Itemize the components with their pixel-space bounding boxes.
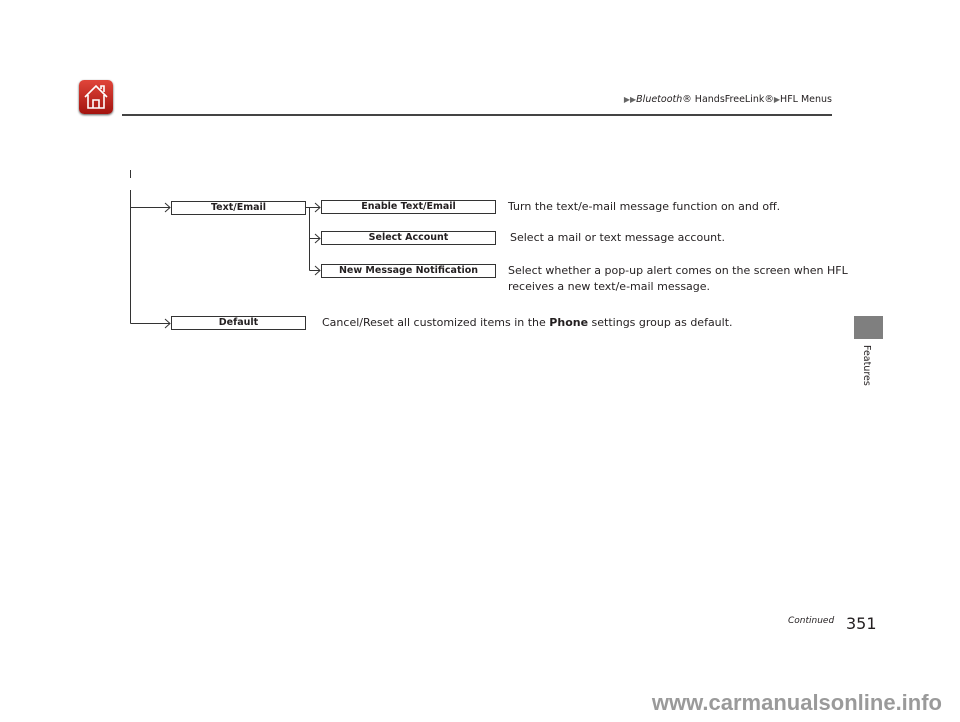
description-line: Select whether a pop-up alert comes on the screen when HFL (508, 264, 848, 277)
menu-item-select-account[interactable]: Select Account (321, 231, 496, 245)
section-label-features: Features (861, 345, 872, 386)
breadcrumb-hfl-menus[interactable]: HFL Menus (780, 94, 832, 105)
breadcrumb-bluetooth[interactable]: Bluetooth (636, 94, 683, 105)
description-enable-text-email: Turn the text/e-mail message function on and off. (508, 200, 781, 213)
breadcrumb-handsfreelink[interactable]: ® HandsFreeLink® (682, 94, 774, 105)
continued-label: Continued (788, 616, 835, 626)
description-select-account: Select a mail or text message account. (510, 231, 725, 244)
menu-item-enable-text-email[interactable]: Enable Text/Email (321, 200, 496, 214)
description-line: receives a new text/e-mail message. (508, 280, 711, 293)
breadcrumb-arrow-icon: ▶▶ (623, 95, 637, 104)
description-text: Cancel/Reset all customized items in the (322, 316, 550, 329)
description-default (322, 315, 733, 331)
watermark: www.carmanualsonline.info (651, 690, 942, 715)
menu-item-new-message-notification[interactable]: New Message Notification (321, 264, 496, 278)
description-text: settings group as default. (588, 316, 733, 329)
description-bold: Phone (549, 316, 589, 329)
menu-item-text-email[interactable]: Text/Email (171, 201, 306, 215)
section-tab[interactable] (854, 316, 883, 339)
page-number: 351 (846, 614, 877, 633)
breadcrumb-arrow-icon: ▶ (773, 95, 781, 104)
menu-item-default[interactable]: Default (171, 316, 306, 330)
description-new-message-notification (508, 263, 848, 295)
